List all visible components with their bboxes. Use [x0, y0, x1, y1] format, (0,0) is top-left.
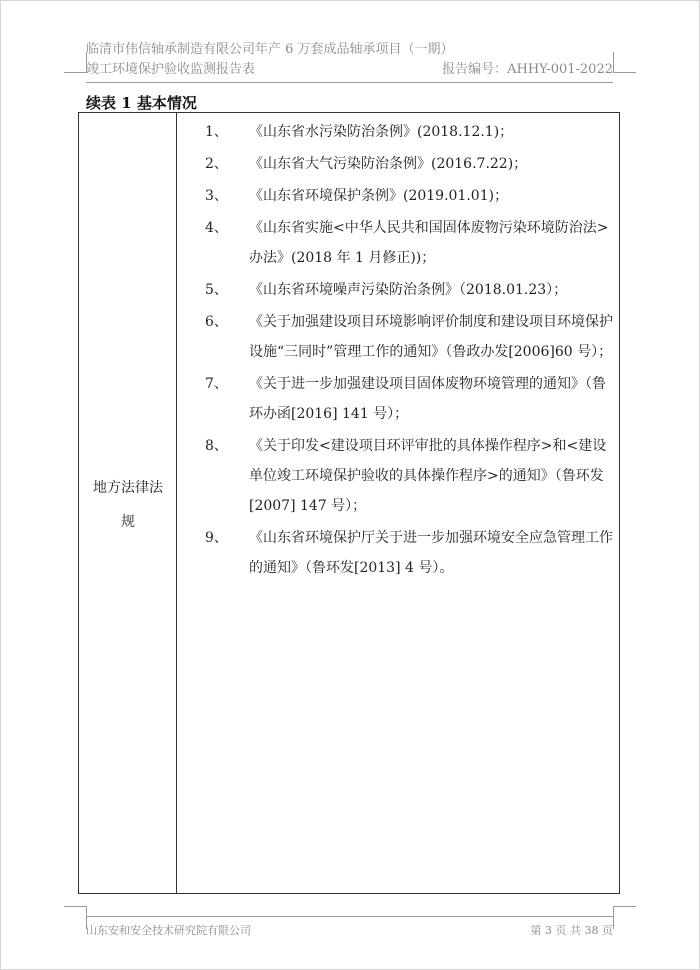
page-number: 第 3 页 共 38 页	[530, 924, 613, 937]
header-divider	[86, 82, 613, 83]
item-text: 《山东省大气污染防治条例》(2016.7.22)；	[249, 156, 528, 172]
corner-mark-top-right	[613, 52, 636, 73]
list-item	[187, 431, 615, 521]
list-item	[187, 149, 615, 179]
report-title: 竣工环境保护验收监测报告表	[86, 62, 256, 77]
item-text: 《山东省环境保护厅关于进一步加强环境安全应急管理工作的通知》（鲁环发[2013] 4 号）。	[249, 530, 613, 576]
corner-mark-bottom-right	[613, 906, 636, 929]
item-number: 1、	[205, 124, 228, 140]
project-title: 临清市伟信轴承制造有限公司年产 6 万套成品轴承项目（一期）	[86, 42, 454, 57]
page-header	[86, 40, 613, 80]
basic-info-table	[78, 112, 620, 894]
item-text: 《山东省实施<中华人民共和国固体废物污染环境防治法>办法》(2018 年 1 月修正))；	[249, 220, 609, 266]
table-title: 续表 1 基本情况	[86, 94, 197, 112]
item-number: 8、	[205, 438, 228, 454]
page-footer	[86, 922, 613, 940]
item-text: 《山东省环境保护条例》(2019.01.01)；	[249, 188, 509, 204]
item-number: 7、	[205, 376, 228, 392]
institute-name: 山东安和安全技术研究院有限公司	[86, 924, 251, 937]
list-item	[187, 117, 615, 147]
item-text: 《关于加强建设项目环境影响评价制度和建设项目环境保护设施“三同时”管理工作的通知》（鲁政办发[2006]60 号）；	[249, 314, 613, 360]
item-number: 2、	[205, 156, 228, 172]
category-cell	[79, 113, 177, 893]
list-item	[187, 181, 615, 211]
corner-mark-bottom-left	[64, 906, 87, 929]
item-text: 《山东省环境噪声污染防治条例》（2018.01.23）；	[249, 282, 568, 298]
report-number: 报告编号：AHHY-001-2022	[442, 62, 613, 77]
item-text: 《山东省水污染防治条例》(2018.12.1)；	[249, 124, 514, 140]
regulation-list	[187, 117, 615, 585]
item-text: 《关于进一步加强建设项目固体废物环境管理的通知》（鲁环办函[2016] 141 号）；	[249, 376, 606, 422]
list-item	[187, 275, 615, 305]
item-number: 5、	[205, 282, 228, 298]
list-item	[187, 369, 615, 429]
corner-mark-top-left	[64, 52, 87, 73]
list-item	[187, 523, 615, 583]
item-text: 《关于印发<建设项目环评审批的具体操作程序>和<建设单位竣工环境保护验收的具体操作程序>的通知》（鲁环发[2007] 147 号）；	[249, 438, 607, 514]
header-second-line	[86, 60, 613, 80]
item-number: 6、	[205, 314, 228, 330]
item-number: 9、	[205, 530, 228, 546]
item-number: 4、	[205, 220, 228, 236]
list-item	[187, 307, 615, 367]
footer-divider	[86, 916, 613, 917]
item-number: 3、	[205, 188, 228, 204]
list-item	[187, 213, 615, 273]
category-label: 地方法律法规	[93, 480, 163, 530]
